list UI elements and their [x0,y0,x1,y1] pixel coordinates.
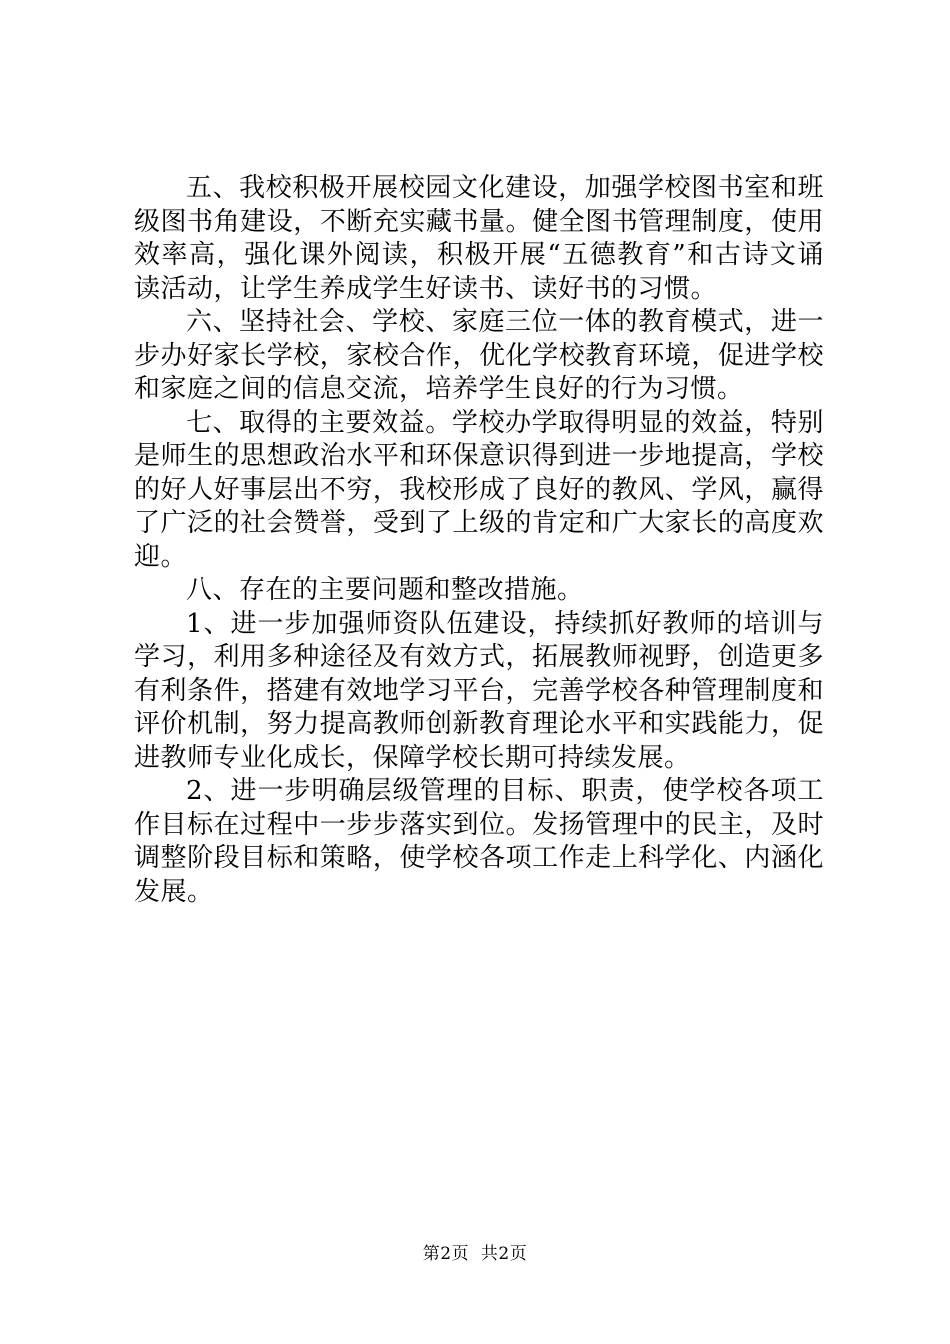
page-number-label: 第2页 共2页 [422,1244,528,1264]
paragraph-culture-building: 五、我校积极开展校园文化建设，加强学校图书室和班级图书角建设，不断充实藏书量。健全图书管理制度，使用效率高，强化课外阅读，积极开展“五德教育”和古诗文诵读活动，让学生养成学生好读书、读好书的习惯。 [134,173,824,304]
paragraph-measure-1: 1、进一步加强师资队伍建设，持续抓好教师的培训与学习，利用多种途径及有效方式，拓展教师视野，创造更多有利条件，搭建有效地学习平台，完善学校各种管理制度和评价机制，努力提高教师创新教育理论水平和实践能力，促进教师专业化成长，保障学校长期可持续发展。 [134,608,824,773]
document-body [134,172,824,909]
paragraph-home-school: 六、坚持社会、学校、家庭三位一体的教育模式，进一步办好家长学校，家校合作，优化学校教育环境，促进学校和家庭之间的信息交流，培养学生良好的行为习惯。 [134,307,824,404]
paragraph-measure-2: 2、进一步明确层级管理的目标、职责，使学校各项工作目标在过程中一步步落实到位。发扬管理中的民主，及时调整阶段目标和策略，使学校各项工作走上科学化、内涵化发展。 [134,776,824,907]
paragraph-main-benefits: 七、取得的主要效益。学校办学取得明显的效益，特别是师生的思想政治水平和环保意识得到进一步地提高，学校的好人好事层出不穷，我校形成了良好的教风、学风，赢得了广泛的社会赞誉，受到了上级的肯定和广大家长的高度欢迎。 [134,407,824,572]
paragraph-problems-heading: 八、存在的主要问题和整改措施。 [186,575,584,605]
page-footer [0,1244,950,1264]
